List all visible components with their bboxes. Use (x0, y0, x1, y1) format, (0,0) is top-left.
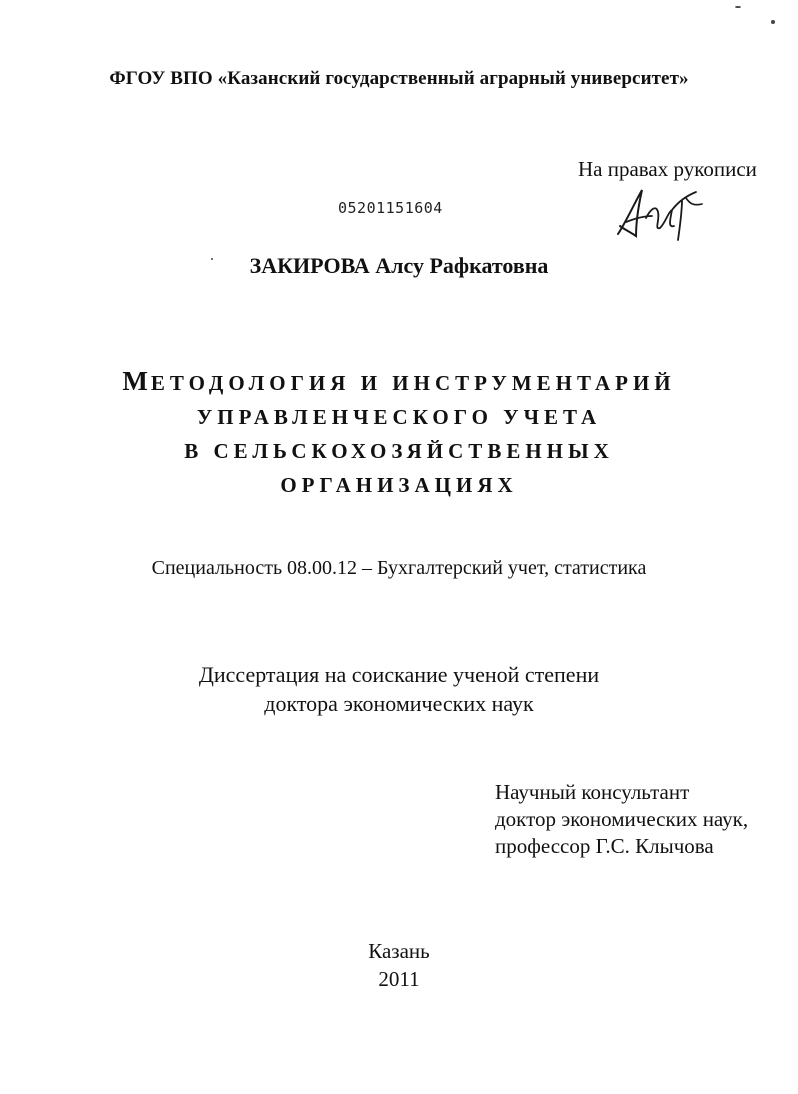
author-name: ЗАКИРОВА Алсу Рафкатовна (249, 253, 549, 278)
consultant-line-2: доктор экономических наук, (495, 807, 749, 831)
scan-speck (735, 6, 741, 8)
city-and-year (0, 937, 798, 993)
consultant-line-3: профессор Г.С. Клычова (495, 834, 714, 858)
title-line-2: УПРАВЛЕНЧЕСКОГО УЧЕТА (196, 405, 602, 429)
degree-line-2: доктора экономических наук (264, 691, 534, 716)
document-number: 05201151604 (338, 199, 443, 217)
title-initial-letter: М (122, 366, 151, 396)
scientific-consultant (495, 779, 748, 860)
title-line-3: В СЕЛЬСКОХОЗЯЙСТВЕННЫХ (184, 439, 614, 463)
manuscript-rights-note: На правах рукописи (578, 157, 757, 181)
consultant-line-1: Научный консультант (495, 780, 690, 804)
degree-line-1: Диссертация на соискание ученой степени (198, 662, 600, 687)
city: Казань (368, 939, 430, 963)
specialty-line: Специальность 08.00.12 – Бухгалтерский учет, статистика (151, 557, 647, 579)
dissertation-degree (0, 660, 798, 718)
handwritten-signature (612, 182, 708, 248)
dissertation-title (0, 364, 798, 502)
title-line-4: ОРГАНИЗАЦИЯХ (280, 473, 518, 497)
year: 2011 (378, 967, 420, 991)
scan-speck (771, 20, 775, 24)
title-line-1 (0, 364, 798, 400)
title-line-1-text: ЕТОДОЛОГИЯ И ИНСТРУМЕНТАРИЙ (150, 371, 676, 395)
institution-name: ФГОУ ВПО «Казанский государственный аграрный университет» (109, 68, 689, 89)
